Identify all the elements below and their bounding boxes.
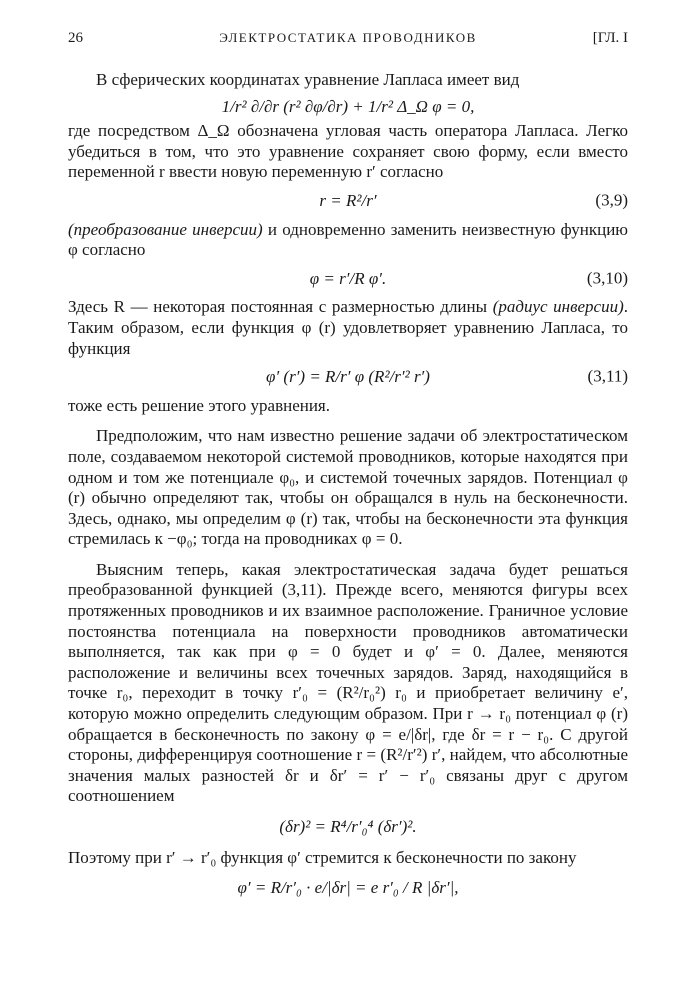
inversion-radius-term: (радиус инверсии) xyxy=(492,297,624,317)
paragraph-4-a: Здесь R — некоторая постоянная с размерностью длины xyxy=(68,297,493,317)
paragraph-7: Выясним теперь, какая электростатическая задача будет решаться преобразованной функцией (3,11). Прежде всего, меняются фигуры всех протяженных проводников и их взаимное расположение. Граничное условие постоянства потенциала на поверхности проводников автоматически выполняется, так как при φ = 0 будет и φ′ = 0. Далее, меняются расположение и величины всех точечных зарядов. Заряд, находящийся в точке r₀, переходит в точку r′₀ = (R²/r₀²) r₀ и приобретает величину e′, которую можно определить следующим образом. При r → r₀ потенциал φ (r) обращается в бесконечность по закону φ = e/|δr|, где δr = r − r₀. С другой стороны, дифференцируя соотношение r = (R²/r′²) r′, найдем, что абсолютные значения малых разностей δr и δr′ = r′ − r′₀ связаны друг с другом соотношением xyxy=(68,559,628,806)
paragraph-2: где посредством Δ_Ω обозначена угловая часть оператора Лапласа. Легко убедиться в том, что это уравнение сохраняет свою форму, если вместо переменной r ввести новую переменную r′ согласно xyxy=(68,121,628,182)
equation-laplace xyxy=(68,97,628,118)
paragraph-8: Поэтому при r′ → r′₀ функция φ′ стремится к бесконечности по закону xyxy=(68,847,577,867)
page-body xyxy=(68,70,628,909)
paragraph-3 xyxy=(68,220,628,261)
equation-3-9 xyxy=(68,191,628,212)
equation-3-9-body: r = R²/r′ xyxy=(319,190,377,210)
chapter-label: [ГЛ. I xyxy=(592,30,628,46)
equation-3-10-label: (3,10) xyxy=(586,268,628,288)
paragraph-5: тоже есть решение этого уравнения. xyxy=(68,395,330,415)
equation-3-11 xyxy=(68,367,628,388)
paragraph-4 xyxy=(68,297,628,359)
equation-3-9-label: (3,9) xyxy=(595,190,628,210)
equation-3-10 xyxy=(68,269,628,290)
equation-3-10-body: φ = r′/R φ′. xyxy=(309,268,387,288)
equation-laplace-body: 1/r² ∂/∂r (r² ∂φ/∂r) + 1/r² Δ_Ω φ = 0, xyxy=(221,96,475,116)
equation-delta xyxy=(68,817,628,838)
equation-3-11-body: φ′ (r′) = R/r′ φ (R²/r′² r′) xyxy=(266,367,430,387)
paragraph-6: Предположим, что нам известно решение задачи об электростатическом поле, создаваемом некоторой системой проводников, которые находятся при одном и том же потенциале φ₀, и системой точечных зарядов. Потенциал φ (r) обычно определяют так, чтобы он обращался в нуль на бесконечности. Здесь, однако, мы определим φ (r) так, чтобы на бесконечности эта функция стремилась к −φ₀; тогда на проводниках φ = 0. xyxy=(68,426,628,549)
equation-delta-body: (δr)² = R⁴/r′₀⁴ (δr′)². xyxy=(279,817,417,836)
equation-last-body: φ′ = R/r′₀ · e/|δr| = e r′₀ / R |δr′|, xyxy=(237,878,459,898)
page-number: 26 xyxy=(68,30,83,46)
equation-last xyxy=(68,878,628,899)
equation-3-11-label: (3,11) xyxy=(587,367,628,387)
paragraph-3-rest: и одновременно заменить неизвестную функцию φ согласно xyxy=(68,219,628,260)
paragraph-4-b: . Таким образом, если функция φ (r) удовлетворяет уравнению Лапласа, то функция xyxy=(68,297,628,358)
paragraph-1: В сферических координатах уравнение Лапласа имеет вид xyxy=(96,70,520,89)
page-header xyxy=(68,30,628,50)
running-title: ЭЛЕКТРОСТАТИКА ПРОВОДНИКОВ xyxy=(219,30,477,45)
inversion-term: (преобразование инверсии) xyxy=(68,219,263,239)
